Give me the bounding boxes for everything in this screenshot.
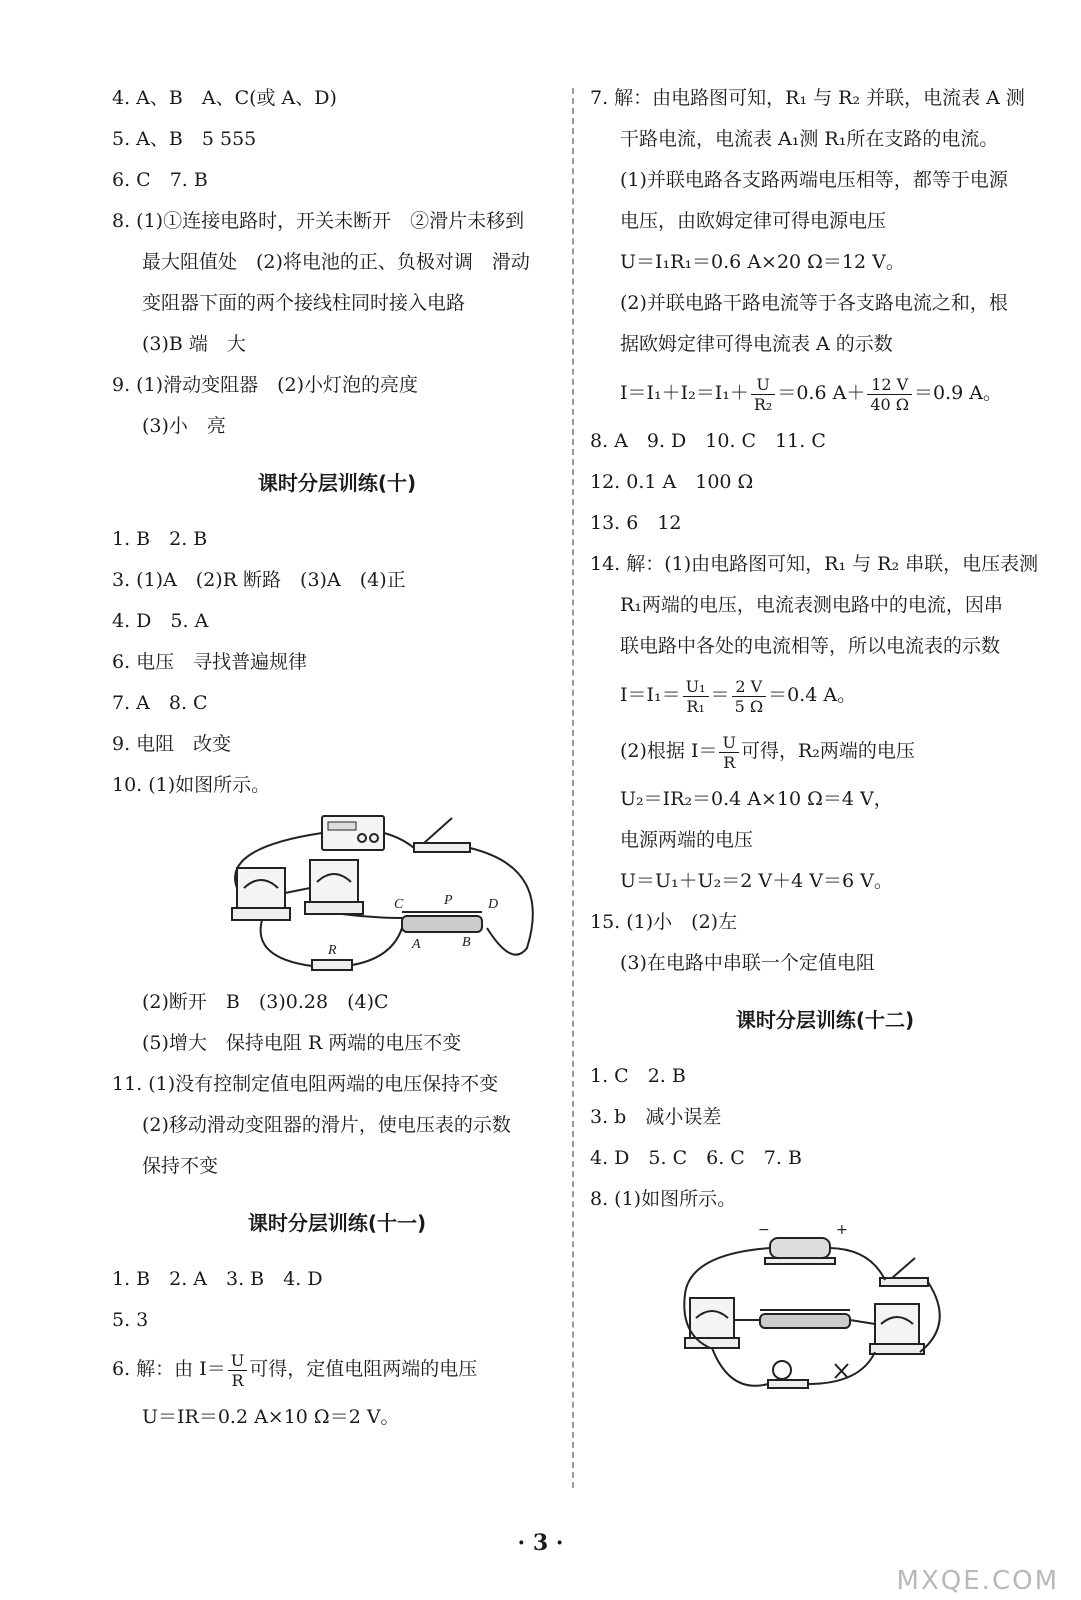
answer-line: 11. (1)没有控制定值电阻两端的电压保持不变 [112, 1073, 499, 1095]
answer-line: 13. 6 12 [590, 512, 682, 534]
answer-line: 3. (1)A (2)R 断路 (3)A (4)正 [112, 569, 406, 591]
figure-label-d: D [488, 897, 499, 912]
answer-line: 1. B 2. A 3. B 4. D [112, 1268, 323, 1290]
circuit-figure-2 [670, 1224, 960, 1394]
answer-line: 9. (1)滑动变阻器 (2)小灯泡的亮度 [112, 374, 418, 396]
answer-line: 干路电流，电流表 A₁测 R₁所在支路的电流。 [620, 128, 999, 150]
figure-label-a: A [412, 937, 421, 952]
answer-line: 3. b 减小误差 [590, 1106, 722, 1128]
answer-line: 5. A、B 5 555 [112, 128, 257, 150]
answer-line: 最大阻值处 (2)将电池的正、负极对调 滑动 [142, 251, 530, 273]
answer-line: 4. D 5. A [112, 610, 209, 632]
formula-line: U＝IR＝0.2 A×10 Ω＝2 V。 [142, 1406, 400, 1428]
figure-label-c: C [394, 897, 404, 912]
answer-line: (3)B 端 大 [142, 333, 246, 355]
fraction: $\frac{12 V}{40 \Omega}$ [867, 375, 912, 414]
section-heading-12: 课时分层训练(十二) [735, 1008, 915, 1032]
answer-line: (2)移动滑动变阻器的滑片，使电压表的示数 [142, 1114, 511, 1136]
fraction: $\frac{U}{\text{R₂}}$ [751, 375, 775, 414]
fraction: $\frac{2 V}{5 \Omega}$ [732, 677, 767, 716]
figure-label-minus: − [758, 1224, 770, 1238]
fraction: $\frac{\text{U₁}}{\text{R₁}}$ [683, 677, 709, 716]
formula-line: U₂＝IR₂＝0.4 A×10 Ω＝4 V， [620, 788, 893, 810]
fraction: $\frac{U}{R}$ [719, 733, 738, 772]
answer-line: 6. 电压 寻找普遍规律 [112, 651, 308, 673]
fraction: $\frac{U}{R}$ [228, 1351, 247, 1390]
answer-line: (3)在电路中串联一个定值电阻 [620, 952, 875, 974]
section-heading-11: 课时分层训练(十一) [247, 1211, 427, 1235]
answer-line: 7. A 8. C [112, 692, 208, 714]
answer-line: (3)小 亮 [142, 415, 226, 437]
watermark: MXQE.COM [896, 1566, 1059, 1596]
formula-line: U＝U₁＋U₂＝2 V＋4 V＝6 V。 [620, 870, 893, 892]
formula-line: I＝I₁＝ $\frac{\text{U₁}}{\text{R₁}}$ ＝ $\frac{2 V}{5 \Omega}$ ＝0.4 A。 [620, 676, 857, 716]
page-number: · 3 · [517, 1530, 564, 1556]
circuit-figure-1 [152, 808, 552, 978]
figure-label-p: P [444, 893, 453, 908]
answer-line: 4. D 5. C 6. C 7. B [590, 1147, 802, 1169]
answer-line: 8. (1)如图所示。 [590, 1188, 737, 1210]
formula-line: 6. 解：由 I＝ $\frac{U}{R}$ 可得，定值电阻两端的电压 [112, 1350, 478, 1390]
answer-line: (2)并联电路干路电流等于各支路电流之和，根 [620, 292, 1008, 314]
formula-line: U＝I₁R₁＝0.6 A×20 Ω＝12 V。 [620, 251, 905, 273]
answer-line: 电压，由欧姆定律可得电源电压 [620, 210, 887, 232]
formula-line: I＝I₁＋I₂＝I₁＋ $\frac{U}{\text{R₂}}$ ＝0.6 A＋ $\frac{12 V}{40 \Omega}$ ＝0.9 A。 [620, 374, 1003, 414]
answer-line: 7. 解：由电路图可知，R₁ 与 R₂ 并联，电流表 A 测 [590, 87, 1025, 109]
answer-line: 14. 解：(1)由电路图可知，R₁ 与 R₂ 串联，电压表测 [590, 553, 1039, 575]
figure-label-r: R [328, 943, 337, 958]
answer-line: 8. A 9. D 10. C 11. C [590, 430, 826, 452]
answer-line: 据欧姆定律可得电流表 A 的示数 [620, 333, 893, 355]
answer-line: 10. (1)如图所示。 [112, 774, 271, 796]
answer-line: (2)断开 B (3)0.28 (4)C [142, 991, 389, 1013]
figure-label-plus: + [836, 1224, 848, 1238]
answer-line: 8. (1)①连接电路时，开关未断开 ②滑片未移到 [112, 210, 525, 232]
answer-line: (1)并联电路各支路两端电压相等，都等于电源 [620, 169, 1008, 191]
right-column [590, 78, 1060, 1394]
left-column [112, 78, 562, 1438]
answer-line: 4. A、B A、C(或 A、D) [112, 87, 337, 109]
answer-line: 1. C 2. B [590, 1065, 686, 1087]
answer-line: 9. 电阻 改变 [112, 733, 232, 755]
answer-line: 联电路中各处的电流相等，所以电流表的示数 [620, 635, 1001, 657]
section-heading-10: 课时分层训练(十) [257, 471, 417, 495]
formula-line: (2)根据 I＝ $\frac{U}{R}$ 可得，R₂两端的电压 [620, 732, 915, 772]
answer-line: 12. 0.1 A 100 Ω [590, 471, 754, 493]
figure-label-b: B [462, 935, 471, 950]
answer-line: 1. B 2. B [112, 528, 208, 550]
answer-line: (5)增大 保持电阻 R 两端的电压不变 [142, 1032, 462, 1054]
answer-line: 5. 3 [112, 1309, 149, 1331]
answer-line: 15. (1)小 (2)左 [590, 911, 738, 933]
answer-line: 电源两端的电压 [620, 829, 754, 851]
answer-line: 6. C 7. B [112, 169, 208, 191]
answer-line: 保持不变 [142, 1155, 219, 1177]
column-divider [572, 88, 574, 1488]
answer-line: 变阻器下面的两个接线柱同时接入电路 [142, 292, 466, 314]
answer-line: R₁两端的电压，电流表测电路中的电流，因串 [620, 594, 1003, 616]
